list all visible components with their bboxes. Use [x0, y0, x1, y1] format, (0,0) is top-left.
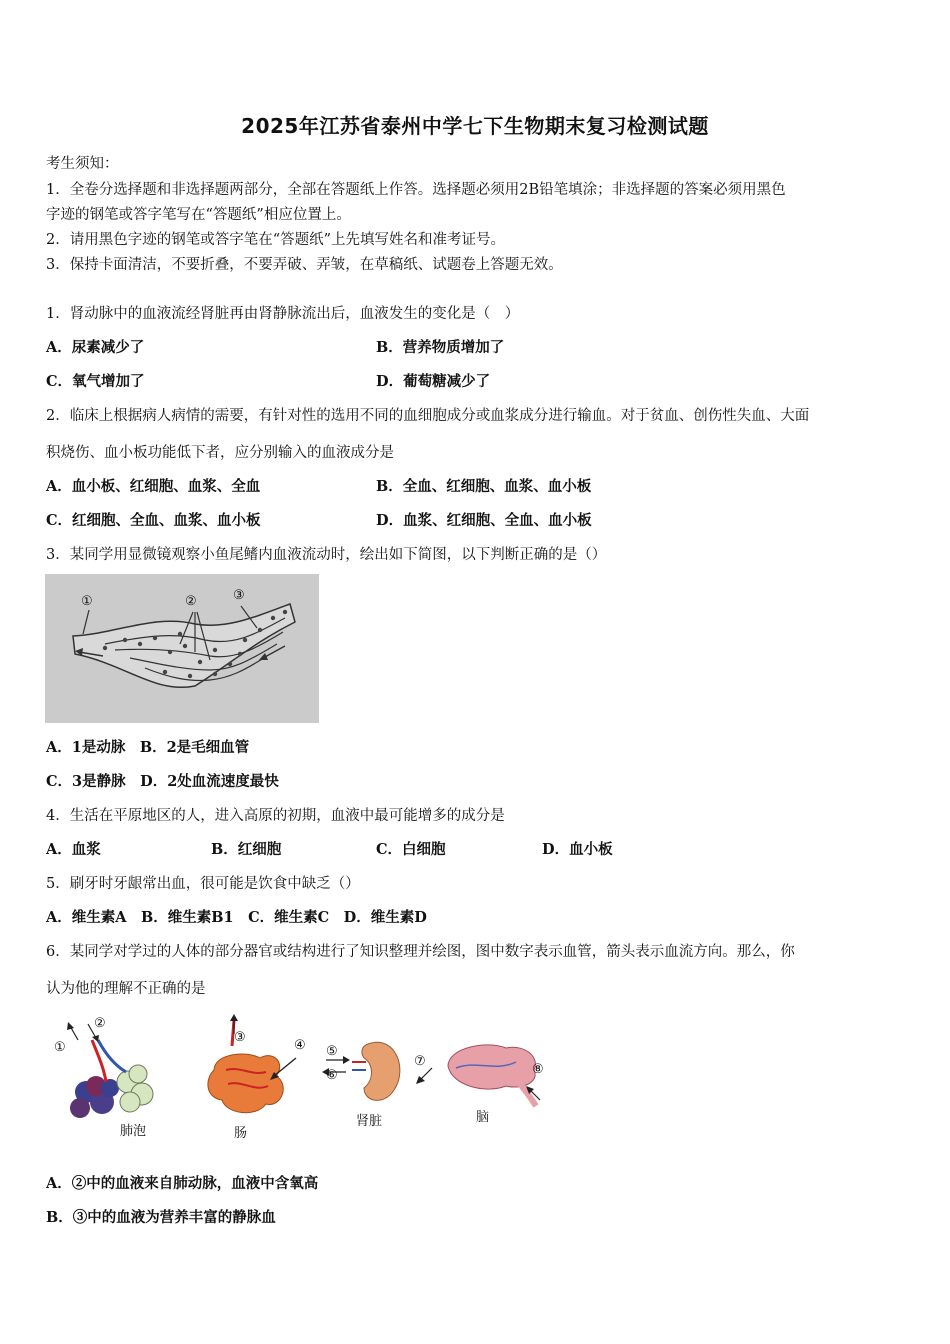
q1-option-a[interactable]: A．尿素减少了 — [46, 339, 145, 356]
q2-option-d[interactable]: D．血浆、红细胞、全血、血小板 — [376, 512, 592, 529]
q3-blood-flow-figure — [45, 574, 319, 723]
q6-label-7: ⑦ — [414, 1054, 426, 1069]
q2-option-c[interactable]: C．红细胞、全血、血浆、血小板 — [46, 512, 261, 529]
q6-caption-kidney: 肾脏 — [356, 1114, 383, 1129]
notice-heading: 考生须知： — [46, 156, 119, 172]
q4-option-c[interactable]: C．白细胞 — [376, 841, 446, 858]
q6-label-3: ③ — [234, 1030, 246, 1045]
q1-stem: 1．肾动脉中的血液流经肾脏再由肾静脉流出后，血液发生的变化是（ ） — [46, 306, 520, 322]
q6-organ-figure — [46, 1010, 556, 1150]
q4-option-a[interactable]: A．血浆 — [46, 841, 101, 858]
q6-stem-line-2: 认为他的理解不正确的是 — [46, 981, 206, 997]
q3-label-3: ③ — [233, 588, 245, 603]
notice-line-2: 字迹的钢笔或答字笔写在“答题纸”相应位置上。 — [46, 207, 351, 223]
brain-drawing — [416, 1045, 540, 1106]
q3-label-1: ① — [81, 594, 93, 609]
notice-line-1: 1．全卷分选择题和非选择题两部分，全部在答题纸上作答。选择题必须用2B铅笔填涂；非选择题的答案必须用黑色 — [46, 182, 786, 198]
notice-line-4: 3．保持卡面清洁，不要折叠，不要弄破、弄皱，在草稿纸、试题卷上答题无效。 — [46, 257, 563, 273]
q6-label-6: ⑥ — [326, 1068, 338, 1083]
q3-stem: 3．某同学用显微镜观察小鱼尾鳍内血液流动时，绘出如下简图，以下判断正确的是（） — [46, 547, 607, 563]
page-title: 2025年江苏省泰州中学七下生物期末复习检测试题 — [241, 114, 709, 138]
q6-label-8: ⑧ — [532, 1062, 544, 1077]
q6-stem-line-1: 6．某同学对学过的人体的部分器官或结构进行了知识整理并绘图，图中数字表示血管，箭头表示血流方向。那么，你 — [46, 944, 795, 960]
q2-stem-line-1: 2．临床上根据病人病情的需要，有针对性的选用不同的血细胞成分或血浆成分进行输血。对于贫血、创伤性失血、大面 — [46, 408, 810, 424]
intestine-drawing — [208, 1014, 296, 1113]
q4-option-b[interactable]: B．红细胞 — [211, 841, 282, 858]
q6-caption-lung: 肺泡 — [120, 1124, 147, 1139]
q6-label-1: ① — [54, 1040, 66, 1055]
notice-line-3: 2．请用黑色字迹的钢笔或答字笔在“答题纸”上先填写姓名和准考证号。 — [46, 232, 506, 248]
q6-label-4: ④ — [294, 1038, 306, 1053]
q2-option-b[interactable]: B．全血、红细胞、血浆、血小板 — [376, 478, 592, 495]
q1-option-c[interactable]: C．氧气增加了 — [46, 373, 145, 390]
q6-label-2: ② — [94, 1016, 106, 1031]
q6-label-5: ⑤ — [326, 1044, 338, 1059]
q6-caption-brain: 脑 — [476, 1110, 490, 1125]
q4-stem: 4．生活在平原地区的人，进入高原的初期，血液中最可能增多的成分是 — [46, 808, 505, 824]
alveoli-drawing — [67, 1022, 153, 1118]
q6-option-a[interactable]: A．②中的血液来自肺动脉，血液中含氧高 — [46, 1175, 319, 1192]
q4-option-d[interactable]: D．血小板 — [542, 841, 613, 858]
q1-option-b[interactable]: B．营养物质增加了 — [376, 339, 505, 356]
q5-stem: 5．刷牙时牙龈常出血，很可能是饮食中缺乏（） — [46, 876, 360, 892]
q1-option-d[interactable]: D．葡萄糖减少了 — [376, 373, 491, 390]
q2-stem-line-2: 积烧伤、血小板功能低下者，应分别输入的血液成分是 — [46, 445, 394, 461]
q3-options-cd[interactable]: C．3是静脉 D．2处血流速度最快 — [46, 773, 279, 790]
q2-option-a[interactable]: A．血小板、红细胞、血浆、全血 — [46, 478, 261, 495]
q3-options-ab[interactable]: A．1是动脉 B．2是毛细血管 — [46, 739, 250, 756]
q6-caption-intestine: 肠 — [234, 1126, 248, 1141]
q6-option-b[interactable]: B．③中的血液为营养丰富的静脉血 — [46, 1209, 276, 1226]
q5-options[interactable]: A．维生素A B．维生素B1 C．维生素C D．维生素D — [46, 909, 427, 926]
q3-label-2: ② — [185, 594, 197, 609]
